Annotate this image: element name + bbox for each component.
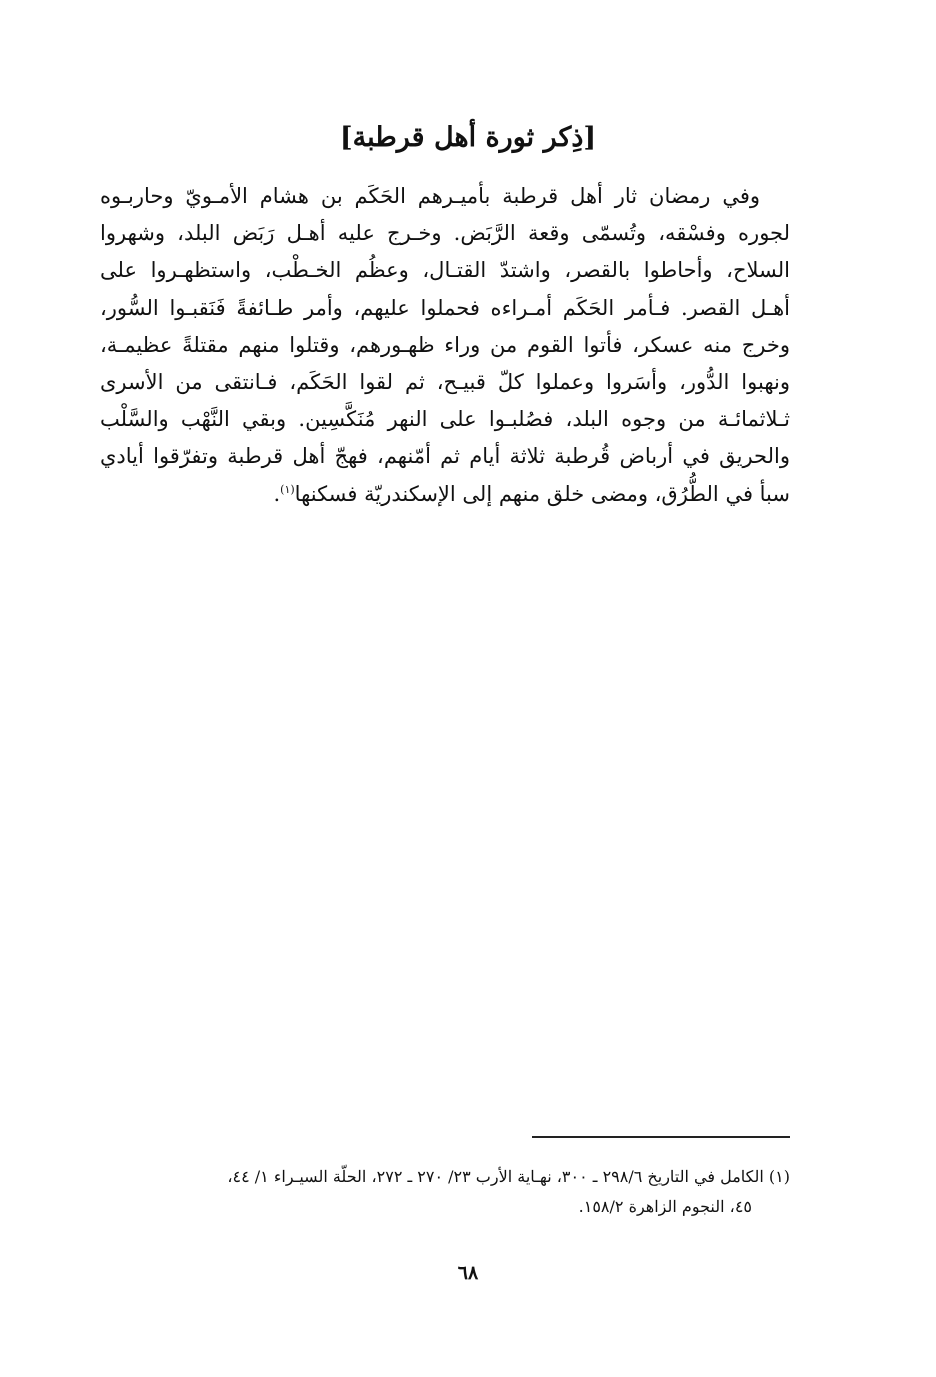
paragraph-line: ونهبوا الدُّور، وأسَروا وعملوا كلّ قبيـح، ثم لقوا الحَكَم، فـانتقى من الأسرى	[100, 370, 790, 395]
footnote-1-line-1: (١) الكامل في التاريخ ٢٩٨/٦ ـ ٣٠٠، نهـاية الأرب ٢٣/ ٢٧٠ ـ ٢٧٢، الحلّة السيـراء ١/ ٤٤،	[227, 1167, 790, 1186]
footnote-separator	[532, 1136, 790, 1138]
end-punctuation: .	[273, 481, 281, 506]
paragraph-line: وفي رمضان ثار أهل قرطبة بأميـرهم الحَكَم بن هشام الأمـويّ وحاربـوه	[100, 184, 760, 208]
paragraph-line: أهـل القصر. فـأمر الحَكَم أمـراءه فحملوا عليهم، وأمر طـائفةً فَنَقبـوا السُّور،	[100, 295, 790, 320]
paragraph-line: ثـلاثمائـة من وجوه البلد، فصُلبـوا على النهر مُنَكَّسِين. وبقي النَّهْب والسَّلْب	[100, 407, 790, 432]
section-heading: [ذِكر ثورة أهل قرطبة]	[339, 122, 597, 153]
paragraph-line: والحريق في أرباض قُرطبة ثلاثة أيام ثم أمّنهم، فهجّ أهل قرطبة وتفرّقوا أيادي	[100, 444, 790, 469]
paragraph-line: السلاح، وأحاطوا بالقصر، واشتدّ القتـال، وعظُم الخـطْب، واستظهـروا على	[100, 258, 790, 283]
footnote-1-line-2: ٤٥، النجوم الزاهرة ١٥٨/٢.	[578, 1197, 752, 1216]
page-number: ٦٨	[457, 1262, 479, 1284]
paragraph-line: وخرج منه عسكر، فأتوا القوم من وراء ظهـورهم، وقتلوا منهم مقتلةً عظيمـة،	[100, 332, 790, 357]
paragraph-line: لجوره وفسْقه، وتُسمّى وقعة الرَّبَض. وخـرج عليه أهـل رَبَض البلد، وشهروا	[100, 221, 790, 246]
paragraph-last-line	[100, 476, 790, 513]
main-paragraph	[100, 178, 790, 513]
footnote-reference[interactable]: (١)	[280, 482, 295, 496]
paragraph-line-text: سبأ في الطُّرُق، ومضى خلق منهم إلى الإسكندريّة فسكنها	[294, 481, 790, 506]
footnotes-section	[100, 1162, 790, 1222]
